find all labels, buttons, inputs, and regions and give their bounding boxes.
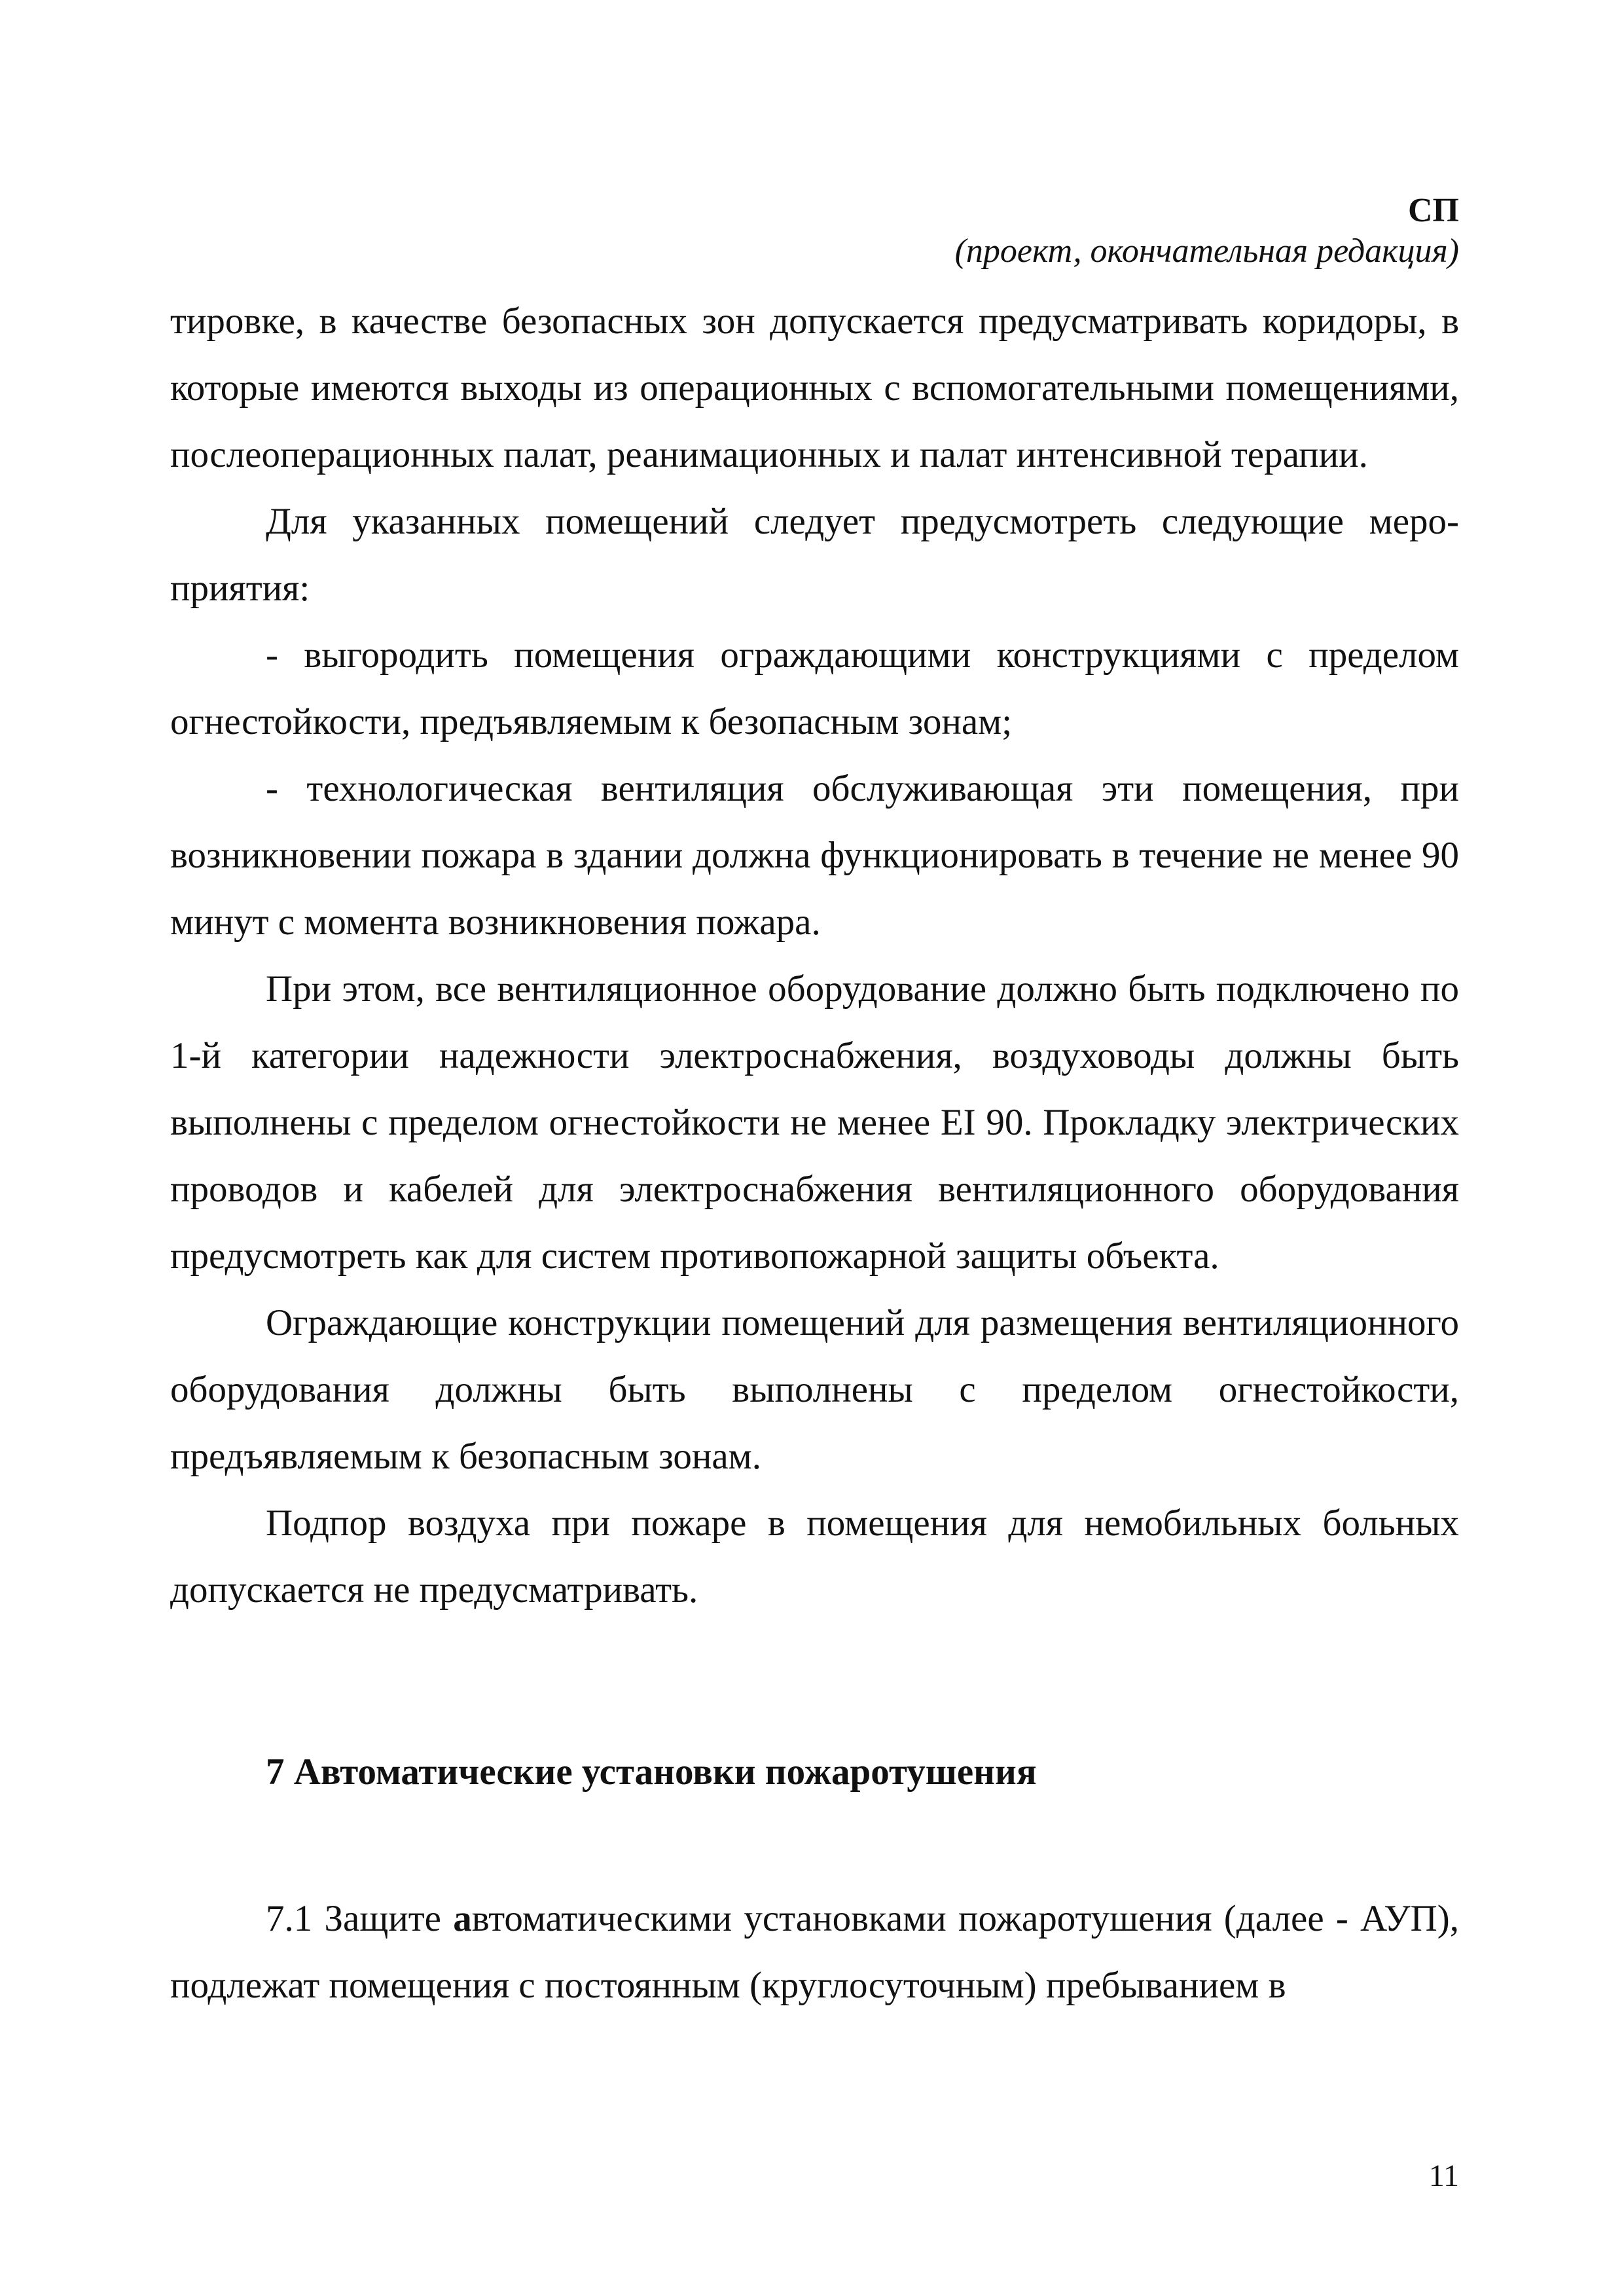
section-body (170, 1886, 1459, 2019)
clause-7-1 (170, 1886, 1459, 2019)
clause-prefix: 7.1 Защите (266, 1898, 454, 1939)
paragraph-continuation: тировке, в качестве безопасных зон допускается предусматривать коридоры, в которые имеются выходы из операционных с вспомогательными помещениями, послеоперационных палат, реанимационных и палат интенсивной терапии. (170, 301, 1459, 475)
paragraph-enclosing-structures: Ограждающие конструкции помещений для размещения вентиляционного оборудования должны быть выполнены с пределом огнестойкости, предъявляемым к безопасным зонам. (170, 1302, 1459, 1477)
list-item-enclose-rooms: - выгородить помещения ограждающими конструкциями с пределом огнестойкости, предъявляемым к безопасным зонам; (170, 634, 1459, 742)
section-heading: 7 Автоматические установки пожаротушения (266, 1751, 1037, 1793)
page-number: 11 (1428, 2159, 1459, 2193)
document-code: СП (1408, 192, 1459, 229)
body-text (170, 288, 1459, 1624)
paragraph-air-pressure: Подпор воздуха при пожаре в помещения для немобильных больных допускается не предусматривать. (170, 1503, 1459, 1611)
clause-text: втоматическими установками пожаротушения (далее - АУП), подлежат помещения с постоянным (круглосуточным) пребыванием в (170, 1898, 1459, 2006)
document-status: (проект, окончательная редакция) (954, 232, 1459, 270)
clause-bold-letter: а (453, 1898, 472, 1939)
paragraph-measures-intro: Для указанных помещений следует предусмотреть следующие мероприятия: (170, 501, 1459, 609)
list-item-ventilation: - технологическая вентиляция обслуживающая эти помещения, при возникновении пожара в здании должна функционировать в течение не менее 90 минут с момента возникновения пожара. (170, 768, 1459, 943)
paragraph-power-supply: При этом, все вентиляционное оборудование должно быть подключено по 1-й категории надежности электроснабжения, воздуховоды должны быть выполнены с пределом огнестойкости не менее EI 90. Прокладку электрических проводов и кабелей для электроснабжения вентиляционного оборудования предусмотреть как для систем противопожарной защиты объекта. (170, 968, 1459, 1277)
